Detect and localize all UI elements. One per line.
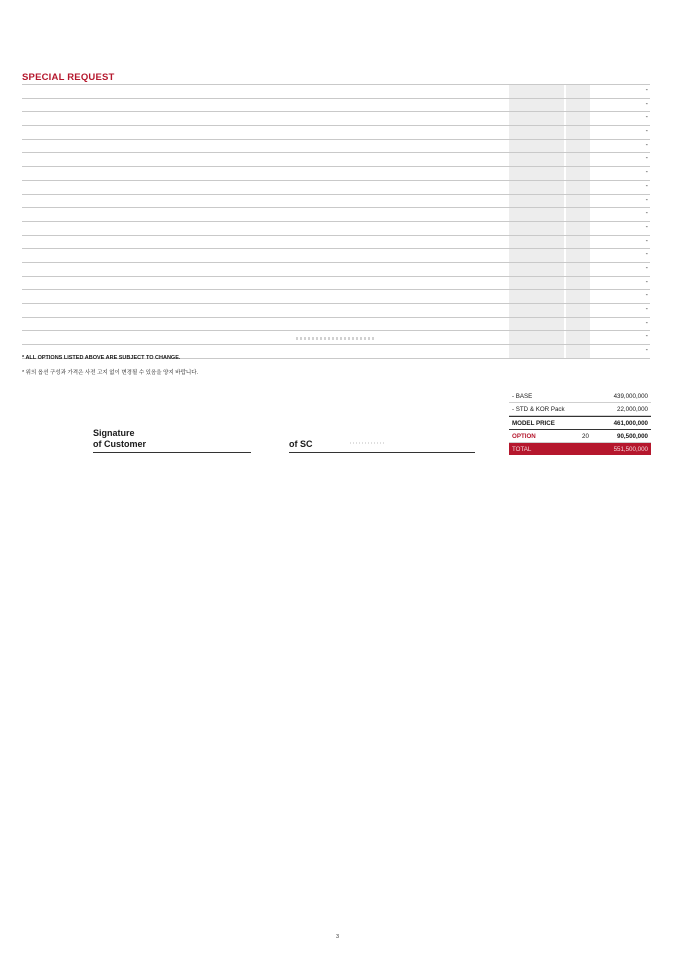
section-title: SPECIAL REQUEST (22, 72, 115, 83)
request-row-value: - (645, 333, 648, 341)
request-row-value: - (645, 237, 648, 245)
row-shade-cell (509, 126, 564, 139)
model-amount: 461,000,000 (613, 420, 648, 427)
row-shade-cell (566, 263, 590, 276)
request-row (22, 262, 650, 276)
row-shade-cell (509, 208, 564, 221)
row-shade-cell (566, 304, 590, 317)
sc-faint-stamp (350, 442, 384, 444)
request-row (22, 289, 650, 303)
row-shade-cell (509, 249, 564, 262)
row-shade-cell (566, 112, 590, 125)
row-shade-cell (566, 153, 590, 166)
row-shade-cell (566, 345, 590, 358)
request-row-value: - (645, 155, 648, 163)
row-shade-cell (566, 140, 590, 153)
row-shade-cell (509, 331, 564, 344)
row-shade-cell (509, 167, 564, 180)
request-row-value: - (645, 169, 648, 177)
row-shade-cell (566, 318, 590, 331)
customer-signature-line (93, 452, 251, 453)
option-count: 20 (582, 433, 589, 440)
request-row (22, 221, 650, 235)
price-row-base (509, 390, 651, 403)
row-shade-cell (509, 345, 564, 358)
row-shade-cell (509, 236, 564, 249)
row-shade-cell (566, 195, 590, 208)
price-summary-table (509, 390, 651, 455)
request-row-value: - (645, 306, 648, 313)
request-row-value: - (645, 114, 648, 122)
request-row (22, 235, 650, 249)
row-shade-cell (509, 304, 564, 317)
customer-signature-label (93, 428, 146, 450)
sc-signature-line (289, 452, 475, 453)
row-shade-cell (566, 181, 590, 194)
request-row-value: - (645, 196, 648, 204)
pack-label: - STD & KOR Pack (512, 406, 565, 413)
page-number: 3 (336, 934, 340, 940)
request-row (22, 166, 650, 180)
row-shade-cell (566, 85, 590, 98)
row-shade-cell (509, 85, 564, 98)
notice-korean: * 위의 옵션 구성과 가격은 사전 고지 없이 변경될 수 있음을 양지 바랍니다. (22, 370, 199, 376)
request-row-value: - (645, 347, 648, 355)
scan-smudge (296, 337, 374, 340)
request-row-value: - (645, 128, 648, 136)
row-shade-cell (566, 167, 590, 180)
row-shade-cell (566, 249, 590, 262)
model-label: MODEL PRICE (512, 420, 555, 427)
request-row-value: - (645, 182, 648, 190)
request-row (22, 180, 650, 194)
row-shade-cell (509, 318, 564, 331)
request-row (22, 152, 650, 166)
special-request-table (22, 84, 650, 359)
row-shade-cell (509, 263, 564, 276)
pack-amount: 22,000,000 (617, 406, 648, 413)
total-label: TOTAL (512, 446, 532, 453)
row-shade-cell (509, 140, 564, 153)
request-row (22, 248, 650, 262)
base-label: - BASE (512, 393, 533, 400)
request-row (22, 125, 650, 139)
row-shade-cell (509, 222, 564, 235)
request-row-value: - (645, 251, 648, 259)
row-shade-cell (509, 290, 564, 303)
request-row (22, 139, 650, 153)
request-row (22, 207, 650, 221)
request-row-value: - (645, 141, 648, 149)
request-row (22, 98, 650, 112)
row-shade-cell (566, 277, 590, 290)
row-shade-cell (566, 126, 590, 139)
price-row-option (509, 430, 651, 443)
row-shade-cell (566, 208, 590, 221)
request-row (22, 317, 650, 331)
price-row-pack (509, 403, 651, 416)
request-row-value: - (645, 210, 648, 218)
row-shade-cell (566, 331, 590, 344)
request-row (22, 111, 650, 125)
request-row (22, 276, 650, 290)
row-shade-cell (509, 112, 564, 125)
row-shade-cell (509, 277, 564, 290)
total-amount: 551,500,000 (613, 446, 648, 453)
notice-english: * ALL OPTIONS LISTED ABOVE ARE SUBJECT TO CHANGE. (22, 355, 181, 361)
request-row-value: - (645, 264, 648, 272)
request-row-value: - (645, 319, 648, 327)
row-shade-cell (566, 99, 590, 112)
row-shade-cell (509, 181, 564, 194)
request-row-value: - (645, 87, 648, 94)
signature-line1: Signature (93, 428, 135, 438)
request-row-value: - (645, 100, 648, 108)
option-amount: 90,500,000 (617, 433, 648, 440)
base-amount: 439,000,000 (613, 393, 648, 400)
request-row (22, 194, 650, 208)
sc-signature-label: of SC (289, 439, 313, 449)
row-shade-cell (566, 290, 590, 303)
request-row-value: - (645, 292, 648, 300)
request-row-value: - (645, 278, 648, 286)
price-row-model (509, 416, 651, 430)
row-shade-cell (509, 153, 564, 166)
row-shade-cell (566, 222, 590, 235)
row-shade-cell (509, 99, 564, 112)
row-shade-cell (509, 195, 564, 208)
signature-line2: of Customer (93, 439, 147, 449)
request-row (22, 303, 650, 317)
request-row-value: - (645, 223, 648, 231)
option-label: OPTION (512, 433, 536, 440)
request-row (22, 84, 650, 98)
price-row-total (509, 443, 651, 455)
row-shade-cell (566, 236, 590, 249)
